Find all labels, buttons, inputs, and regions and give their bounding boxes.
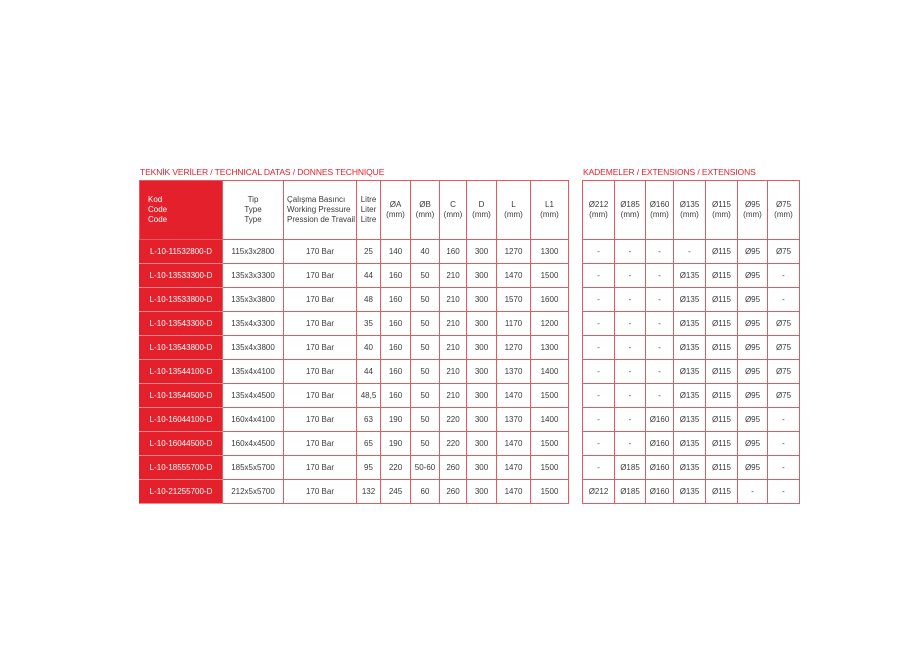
header-l1 [531,181,569,240]
cell-type: 135x3x3800 [223,288,284,312]
cell-extension: - [615,432,646,456]
cell-extension: Ø115 [706,264,738,288]
table-row [583,240,800,264]
cell-code: L-10-18555700-D [140,456,223,480]
header-l-label: L [511,200,516,209]
cell-l1: 1600 [531,288,569,312]
cell-extension: Ø75 [768,240,800,264]
cell-extension: Ø95 [738,336,768,360]
cell-code: L-10-16044500-D [140,432,223,456]
header-extension-unit: (mm) [712,210,731,219]
table-row [140,408,569,432]
cell-type: 135x4x3800 [223,336,284,360]
cell-extension: - [646,312,674,336]
table-row [583,336,800,360]
cell-d: 300 [467,432,497,456]
cell-l: 1270 [497,240,531,264]
cell-d: 300 [467,456,497,480]
cell-code: L-10-21255700-D [140,480,223,504]
cell-c: 260 [440,456,467,480]
cell-extension: - [646,288,674,312]
cell-extension: Ø160 [646,432,674,456]
cell-d: 300 [467,336,497,360]
cell-extension: - [768,456,800,480]
cell-extension: Ø95 [738,240,768,264]
header-extension-label: Ø115 [712,200,731,209]
header-litre [357,181,381,240]
cell-litre: 25 [357,240,381,264]
cell-code: L-10-13543300-D [140,312,223,336]
cell-extension: - [768,288,800,312]
cell-c: 210 [440,360,467,384]
cell-extension: Ø185 [615,456,646,480]
cell-l1: 1500 [531,264,569,288]
cell-extension: Ø160 [646,456,674,480]
header-code-fr: Code [148,215,168,224]
cell-extension: Ø115 [706,432,738,456]
cell-c: 220 [440,432,467,456]
cell-l1: 1400 [531,360,569,384]
cell-d: 300 [467,264,497,288]
cell-a: 160 [381,264,411,288]
cell-extension: Ø95 [738,456,768,480]
cell-extension: - [583,336,615,360]
table-row [140,288,569,312]
header-extension-label: Ø135 [679,200,700,209]
cell-d: 300 [467,360,497,384]
cell-d: 300 [467,480,497,504]
cell-l: 1470 [497,456,531,480]
table-row [140,240,569,264]
cell-extension: - [615,360,646,384]
cell-extension: Ø115 [706,480,738,504]
table-row [583,480,800,504]
cell-b: 50 [411,360,440,384]
cell-extension: - [583,240,615,264]
cell-a: 160 [381,384,411,408]
cell-l1: 1500 [531,456,569,480]
cell-b: 50 [411,264,440,288]
header-diameter-a-label: ØA [389,200,402,209]
cell-extension: - [646,240,674,264]
cell-type: 135x4x3300 [223,312,284,336]
cell-l1: 1500 [531,480,569,504]
table-row [583,408,800,432]
header-litre-en: Liter [360,205,377,214]
cell-extension: Ø115 [706,360,738,384]
cell-d: 300 [467,240,497,264]
cell-c: 220 [440,408,467,432]
cell-extension: - [583,360,615,384]
cell-l1: 1200 [531,312,569,336]
cell-c: 160 [440,240,467,264]
cell-d: 300 [467,384,497,408]
header-extension [646,181,674,240]
header-pressure-en: Working Pressure [287,205,351,214]
table-row [583,432,800,456]
cell-extension: Ø135 [674,336,706,360]
header-type-tr: Tip [247,195,259,204]
cell-l1: 1300 [531,240,569,264]
cell-extension: - [738,480,768,504]
header-c-label: C [450,200,456,209]
cell-b: 60 [411,480,440,504]
cell-l: 1470 [497,264,531,288]
header-diameter-b-unit: (mm) [415,210,435,219]
cell-pressure: 170 Bar [284,480,357,504]
cell-extension: Ø135 [674,432,706,456]
cell-extension: Ø115 [706,456,738,480]
cell-a: 190 [381,432,411,456]
cell-extension: - [768,432,800,456]
header-l-unit: (mm) [504,210,523,219]
table-row [140,480,569,504]
cell-extension: Ø135 [674,360,706,384]
cell-extension: - [583,456,615,480]
cell-extension: Ø95 [738,432,768,456]
cell-code: L-10-16044100-D [140,408,223,432]
header-extension [615,181,646,240]
cell-litre: 40 [357,336,381,360]
cell-extension: - [615,384,646,408]
cell-b: 50 [411,432,440,456]
cell-extension: Ø115 [706,312,738,336]
cell-pressure: 170 Bar [284,240,357,264]
cell-d: 300 [467,288,497,312]
cell-type: 160x4x4500 [223,432,284,456]
cell-extension: - [615,408,646,432]
cell-a: 190 [381,408,411,432]
table-row [583,360,800,384]
cell-extension: Ø115 [706,408,738,432]
cell-extension: Ø75 [768,384,800,408]
cell-b: 50-60 [411,456,440,480]
cell-b: 50 [411,288,440,312]
cell-extension: - [768,480,800,504]
cell-c: 260 [440,480,467,504]
header-diameter-a-unit: (mm) [386,210,405,219]
cell-pressure: 170 Bar [284,288,357,312]
header-l1-unit: (mm) [540,210,559,219]
cell-litre: 132 [357,480,381,504]
header-extension [768,181,800,240]
table-row [140,336,569,360]
cell-l1: 1500 [531,432,569,456]
cell-a: 160 [381,288,411,312]
header-litre-fr: Litre [360,215,377,224]
cell-code: L-10-13544100-D [140,360,223,384]
cell-extension: Ø212 [583,480,615,504]
cell-c: 210 [440,384,467,408]
cell-extension: - [615,336,646,360]
cell-type: 212x5x5700 [223,480,284,504]
extensions-title: KADEMELER / EXTENSIONS / EXTENSIONS [583,167,756,177]
cell-extension: Ø135 [674,312,706,336]
cell-litre: 95 [357,456,381,480]
cell-extension: Ø95 [738,288,768,312]
cell-type: 115x3x2800 [223,240,284,264]
cell-extension: Ø75 [768,312,800,336]
cell-litre: 44 [357,360,381,384]
cell-litre: 63 [357,408,381,432]
technical-data-table [139,180,569,504]
header-extension-label: Ø212 [588,200,609,209]
cell-a: 160 [381,312,411,336]
header-type-en: Type [244,205,262,214]
cell-d: 300 [467,408,497,432]
table-row [583,288,800,312]
cell-b: 50 [411,336,440,360]
cell-l: 1470 [497,480,531,504]
cell-a: 160 [381,336,411,360]
cell-extension: Ø160 [646,408,674,432]
header-extension-label: Ø95 [744,200,761,209]
cell-extension: Ø75 [768,360,800,384]
header-extension-unit: (mm) [774,210,793,219]
header-l1-label: L1 [545,200,554,209]
cell-d: 300 [467,312,497,336]
cell-extension: - [615,240,646,264]
cell-a: 160 [381,360,411,384]
header-extension [738,181,768,240]
cell-extension: - [615,264,646,288]
cell-l: 1170 [497,312,531,336]
table-row [140,312,569,336]
cell-pressure: 170 Bar [284,360,357,384]
cell-l: 1470 [497,432,531,456]
cell-l: 1370 [497,360,531,384]
cell-extension: Ø115 [706,336,738,360]
cell-code: L-10-13543800-D [140,336,223,360]
cell-l1: 1300 [531,336,569,360]
cell-extension: - [583,312,615,336]
header-diameter-a [381,181,411,240]
cell-b: 50 [411,384,440,408]
cell-c: 210 [440,288,467,312]
cell-c: 210 [440,312,467,336]
technical-data-title: TEKNİK VERİLER / TECHNICAL DATAS / DONNES TECHNIQUE [140,167,385,177]
cell-l1: 1500 [531,384,569,408]
header-extension [583,181,615,240]
cell-type: 160x4x4100 [223,408,284,432]
table-row [583,264,800,288]
cell-type: 135x4x4500 [223,384,284,408]
header-extension-label: Ø75 [775,200,792,209]
cell-extension: - [583,264,615,288]
header-d-label: D [478,200,485,209]
cell-extension: Ø115 [706,384,738,408]
cell-extension: - [615,288,646,312]
cell-litre: 44 [357,264,381,288]
cell-extension: - [768,264,800,288]
header-extension-unit: (mm) [589,210,608,219]
cell-b: 40 [411,240,440,264]
cell-litre: 35 [357,312,381,336]
header-code-tr: Kod [148,195,163,204]
cell-extension: - [646,384,674,408]
header-c [440,181,467,240]
cell-extension: Ø95 [738,408,768,432]
cell-extension: Ø135 [674,384,706,408]
cell-extension: - [674,240,706,264]
table-row [583,312,800,336]
header-d [467,181,497,240]
cell-code: L-10-13544500-D [140,384,223,408]
table-row [140,264,569,288]
cell-b: 50 [411,312,440,336]
cell-extension: Ø135 [674,264,706,288]
cell-extension: - [583,408,615,432]
cell-extension: Ø115 [706,240,738,264]
table-row [140,384,569,408]
header-extension-label: Ø160 [649,200,670,209]
cell-a: 220 [381,456,411,480]
cell-code: L-10-13533300-D [140,264,223,288]
cell-code: L-10-11532800-D [140,240,223,264]
cell-extension: - [646,360,674,384]
cell-extension: Ø95 [738,312,768,336]
header-litre-tr: Litre [360,195,377,204]
header-extension [674,181,706,240]
cell-pressure: 170 Bar [284,384,357,408]
table-row [583,456,800,480]
header-pressure-tr: Çalışma Basıncı [287,195,346,204]
header-pressure-fr: Pression de Travail [287,215,356,224]
header-c-unit: (mm) [443,210,463,219]
header-extension [706,181,738,240]
cell-extension: Ø95 [738,264,768,288]
cell-pressure: 170 Bar [284,408,357,432]
cell-extension: - [583,432,615,456]
cell-extension: Ø160 [646,480,674,504]
header-type-fr: Type [244,215,262,224]
header-extension-unit: (mm) [680,210,699,219]
header-extension-unit: (mm) [620,210,640,219]
cell-extension: Ø135 [674,288,706,312]
header-extension-unit: (mm) [743,210,762,219]
header-diameter-b [411,181,440,240]
cell-extension: Ø135 [674,480,706,504]
cell-extension: Ø115 [706,288,738,312]
cell-extension: - [646,264,674,288]
cell-extension: Ø95 [738,360,768,384]
cell-pressure: 170 Bar [284,312,357,336]
cell-extension: Ø75 [768,336,800,360]
cell-extension: Ø95 [738,384,768,408]
header-type [223,181,284,240]
header-code-en: Code [148,205,168,214]
cell-litre: 48,5 [357,384,381,408]
cell-extension: Ø135 [674,408,706,432]
table-row [583,384,800,408]
cell-l: 1270 [497,336,531,360]
cell-c: 210 [440,264,467,288]
header-d-unit: (mm) [472,210,491,219]
cell-type: 185x5x5700 [223,456,284,480]
cell-extension: - [615,312,646,336]
header-extension-label: Ø185 [620,200,640,209]
cell-pressure: 170 Bar [284,432,357,456]
table-row [140,360,569,384]
table-row [140,456,569,480]
header-extension-unit: (mm) [650,210,669,219]
cell-pressure: 170 Bar [284,264,357,288]
cell-litre: 48 [357,288,381,312]
cell-extension: Ø185 [615,480,646,504]
cell-extension: Ø135 [674,456,706,480]
cell-type: 135x4x4100 [223,360,284,384]
cell-extension: - [768,408,800,432]
cell-type: 135x3x3300 [223,264,284,288]
cell-l: 1370 [497,408,531,432]
extensions-table [582,180,800,504]
cell-pressure: 170 Bar [284,336,357,360]
cell-extension: - [646,336,674,360]
cell-l1: 1400 [531,408,569,432]
cell-l: 1470 [497,384,531,408]
cell-pressure: 170 Bar [284,456,357,480]
cell-code: L-10-13533800-D [140,288,223,312]
cell-a: 140 [381,240,411,264]
cell-l: 1570 [497,288,531,312]
cell-extension: - [583,288,615,312]
cell-a: 245 [381,480,411,504]
header-l [497,181,531,240]
cell-b: 50 [411,408,440,432]
table-row [140,432,569,456]
header-pressure [284,181,357,240]
cell-litre: 65 [357,432,381,456]
header-code [140,181,223,240]
cell-c: 210 [440,336,467,360]
cell-extension: - [583,384,615,408]
header-diameter-b-label: ØB [419,200,431,209]
